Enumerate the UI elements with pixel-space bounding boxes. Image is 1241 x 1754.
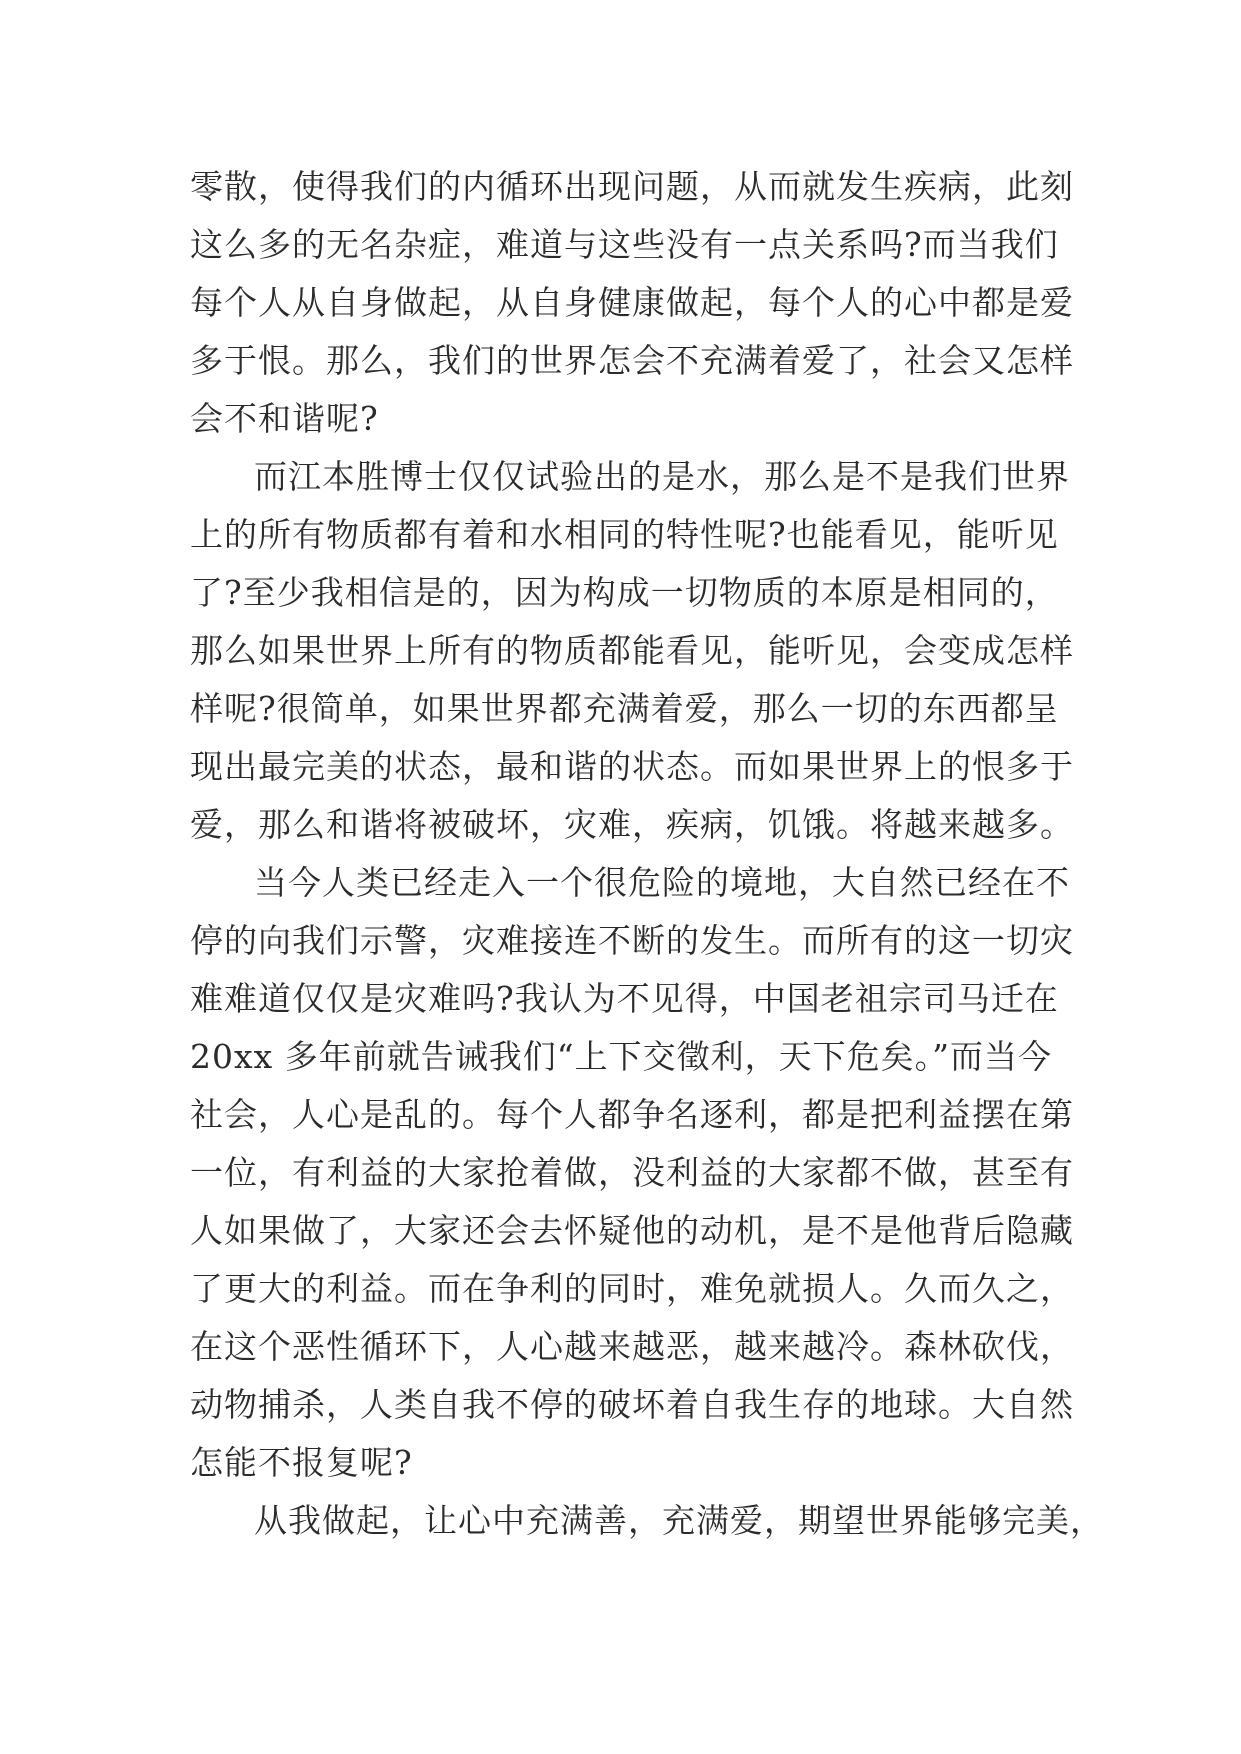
text-line: 会不和谐呢? (190, 399, 379, 438)
text-line: 了?至少我相信是的，因为构成一切物质的本原是相同的， (190, 573, 1059, 612)
text-line: 多于恨。那么，我们的世界怎会不充满着爱了，社会又怎样 (190, 341, 1074, 380)
text-line: 动物捕杀，人类自我不停的破坏着自我生存的地球。大自然 (190, 1385, 1074, 1424)
paragraph-start-line: 从我做起，让心中充满善，充满爱，期望世界能够完美， (254, 1501, 1104, 1540)
text-line: 零散，使得我们的内循环出现问题，从而就发生疾病，此刻 (190, 167, 1074, 206)
body-text (190, 158, 1104, 1550)
paragraph-start-line: 而江本胜博士仅仅试验出的是水，那么是不是我们世界 (254, 457, 1070, 496)
text-line: 了更大的利益。而在争利的同时，难免就损人。久而久之， (190, 1269, 1074, 1308)
text-line: 怎能不报复呢? (190, 1443, 413, 1482)
text-line: 现出最完美的状态，最和谐的状态。而如果世界上的恨多于 (190, 747, 1074, 786)
text-line: 每个人从自身做起，从自身健康做起，每个人的心中都是爱 (190, 283, 1074, 322)
text-line: 一位，有利益的大家抢着做，没利益的大家都不做，甚至有 (190, 1153, 1074, 1192)
text-line: 停的向我们示警，灾难接连不断的发生。而所有的这一切灾 (190, 921, 1074, 960)
text-line: 难难道仅仅是灾难吗?我认为不见得，中国老祖宗司马迁在 (190, 979, 1059, 1018)
text-line: 在这个恶性循环下，人心越来越恶，越来越冷。森林砍伐， (190, 1327, 1074, 1366)
text-line: 20xx 多年前就告诫我们“上下交徵利，天下危矣。”而当今 (190, 1037, 1052, 1076)
text-line: 人如果做了，大家还会去怀疑他的动机，是不是他背后隐藏 (190, 1211, 1074, 1250)
text-line: 社会，人心是乱的。每个人都争名逐利，都是把利益摆在第 (190, 1095, 1074, 1134)
text-line: 这么多的无名杂症，难道与这些没有一点关系吗?而当我们 (190, 225, 1059, 264)
text-line: 上的所有物质都有着和水相同的特性呢?也能看见，能听见 (190, 515, 1059, 554)
text-line: 样呢?很简单，如果世界都充满着爱，那么一切的东西都呈 (190, 689, 1059, 728)
text-line: 那么如果世界上所有的物质都能看见，能听见，会变成怎样 (190, 631, 1074, 670)
paragraph-start-line: 当今人类已经走入一个很危险的境地，大自然已经在不 (254, 863, 1070, 902)
text-line: 爱，那么和谐将被破坏，灾难，疾病，饥饿。将越来越多。 (190, 805, 1074, 844)
